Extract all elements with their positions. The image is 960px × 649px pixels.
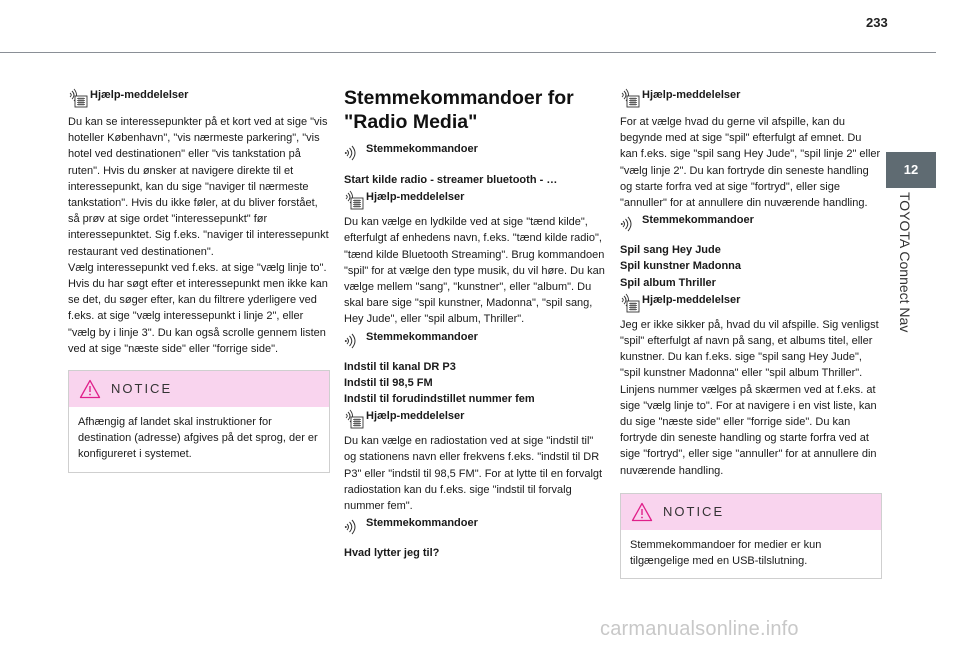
column-1 <box>68 86 330 473</box>
voice-command-label: Stemmekommandoer <box>366 143 478 155</box>
help-message-icon <box>68 86 88 108</box>
warning-icon <box>631 502 653 522</box>
help-message-heading <box>68 86 330 108</box>
notice-box <box>68 370 330 473</box>
voice-command: Indstil til kanal DR P3 <box>344 360 456 373</box>
notice-header <box>69 371 329 407</box>
voice-command-heading <box>620 211 882 233</box>
header-divider <box>0 52 936 53</box>
column-2 <box>344 86 606 561</box>
chapter-title <box>897 192 913 372</box>
help-message-label: Hjælp-meddelelser <box>642 89 741 101</box>
help-message-heading <box>344 188 606 210</box>
help-message-heading <box>620 291 882 313</box>
voice-command-icon <box>344 140 364 162</box>
voice-command-label: Stemmekommandoer <box>642 214 754 227</box>
voice-command: Indstil til 98,5 FM <box>344 376 433 389</box>
voice-command-label: Stemmekommandoer <box>366 330 478 343</box>
help-message-label: Hjælp-meddelelser <box>642 293 741 306</box>
help-message-icon <box>344 188 364 210</box>
help-message-label: Hjælp-meddelelser <box>90 89 189 101</box>
voice-command-icon <box>620 211 640 233</box>
help-message-icon <box>620 291 640 313</box>
voice-command: Spil sang Hey Jude <box>620 244 721 257</box>
voice-command-list <box>620 242 882 291</box>
voice-command-icon <box>344 328 364 350</box>
help-text-continued: Vælg interessepunkt ved f.eks. at sige "vælg linje to". Hvis du har søgt efter et interessepunkt men ikke kan se det, du søger efter, kan du filtrere yderligere ved f.eks. at sige "vælg interessepunkt i linje 2", eller "vælg by i linje 3". Du kan også scrolle gennem listen ved at sige "næste side" eller "forrige side". <box>68 261 328 355</box>
help-message-heading <box>620 86 882 108</box>
help-text: For at vælge hvad du gerne vil afspille, kan du begynde med at sige "spil" efterfulgt af emnet. Du kan f.eks. sige "spil sang Hey Jude", "spil linje 2" eller "vælg linje 2". Du kan fortryde din seneste handling og starte forfra ved at sige "fortryd", eller sige "annuller" for at annullere din nuværende handling. <box>620 116 881 210</box>
help-message-label: Hjælp-meddelelser <box>366 410 465 423</box>
voice-command: Indstil til forudindstillet nummer fem <box>344 393 535 406</box>
help-text: Du kan vælge en lydkilde ved at sige "tænd kilde", efterfulgt af enhedens navn, f.eks. "tænd kilde radio", "tænd kilde Bluetooth Streaming". Brug kommandoen "spil" for at vælge den type musik, du vil høre. Du kan vælge mellem "sang", "kunstner", eller "album". Du skal bare sige "spil kunstner, Madonna", "spil sang, Hey Jude", eller "spil album, Thriller". <box>344 216 605 326</box>
help-text: Du kan se interessepunkter på et kort ved at sige "vis hoteller København", "vis nærmeste parkering", "vis hotel ved destinationen" eller "vis tankstation på ruten". Hvis du ønsker at navigere direkte til et interessepunkt, kan du sige "naviger til nærmeste tankstation". Hvis du ikke føler, at du bliver forstået, så prøv at sige ordet "interessepunkt" før interessepunktet. Sig f.eks. "naviger til interessepunkt restaurant ved destinationen". <box>68 116 329 258</box>
warning-icon <box>79 379 101 399</box>
voice-command-heading <box>344 140 606 162</box>
column-3 <box>620 86 882 579</box>
voice-command: Spil kunstner Madonna <box>620 260 742 273</box>
chapter-tab[interactable]: 12 <box>886 152 936 188</box>
help-text: Du kan vælge en radiostation ved at sige "indstil til" og stationens navn eller frekvens f.eks. "indstil til DR P3" eller "indstil til 98,5 FM". For at lytte til en forvalgt radiostation kan du f.eks. sige "indstil til forvalg nummer fem". <box>344 435 603 513</box>
voice-command-heading <box>344 328 606 350</box>
watermark-text: carmanualsonline.info <box>600 618 799 640</box>
voice-command-icon <box>344 514 364 536</box>
notice-text: Stemmekommandoer for medier er kun tilgængelige med en USB-tilslutning. <box>630 538 822 568</box>
chapter-title-text: TOYOTA Connect Nav <box>897 192 913 333</box>
page-number: 233 <box>866 15 888 30</box>
help-message-icon <box>620 86 640 108</box>
help-text: Jeg er ikke sikker på, hvad du vil afspille. Sig venligst "spil" efterfulgt af navn på sang, et albums titel, eller kunstner. Du kan f.eks. sige "spil sang Hey Jude", "spil kunstner Madonna" eller "spil album Thriller". Linjens nummer vælges på skærmen ved at f.eks. at sige "vælg linje to". For at navigere i en vist liste, kan du sige "næste side" eller "forrige side". Du kan fortryde din seneste handling og starte forfra ved at sige "fortryd", eller sige "annuller" for at annullere din nuværende handling. <box>620 318 879 477</box>
help-message-icon <box>344 407 364 429</box>
help-message-heading <box>344 407 606 429</box>
notice-box <box>620 493 882 579</box>
notice-title: NOTICE <box>663 503 725 519</box>
voice-command-label: Stemmekommandoer <box>366 517 478 530</box>
section-heading: Stemmekommandoer for "Radio Media" <box>344 87 574 133</box>
voice-command-heading <box>344 514 606 536</box>
voice-command-list <box>344 359 606 408</box>
voice-command: Spil album Thriller <box>620 276 716 289</box>
notice-title: NOTICE <box>111 380 173 396</box>
voice-command: Hvad lytter jeg til? <box>344 547 440 560</box>
notice-text: Afhængig af landet skal instruktioner for destination (adresse) afgives på det sprog, der er konfigureret i systemet. <box>78 416 318 461</box>
notice-header <box>621 494 881 530</box>
voice-command: Start kilde radio - streamer bluetooth - … <box>344 174 558 186</box>
help-message-label: Hjælp-meddelelser <box>366 191 465 204</box>
